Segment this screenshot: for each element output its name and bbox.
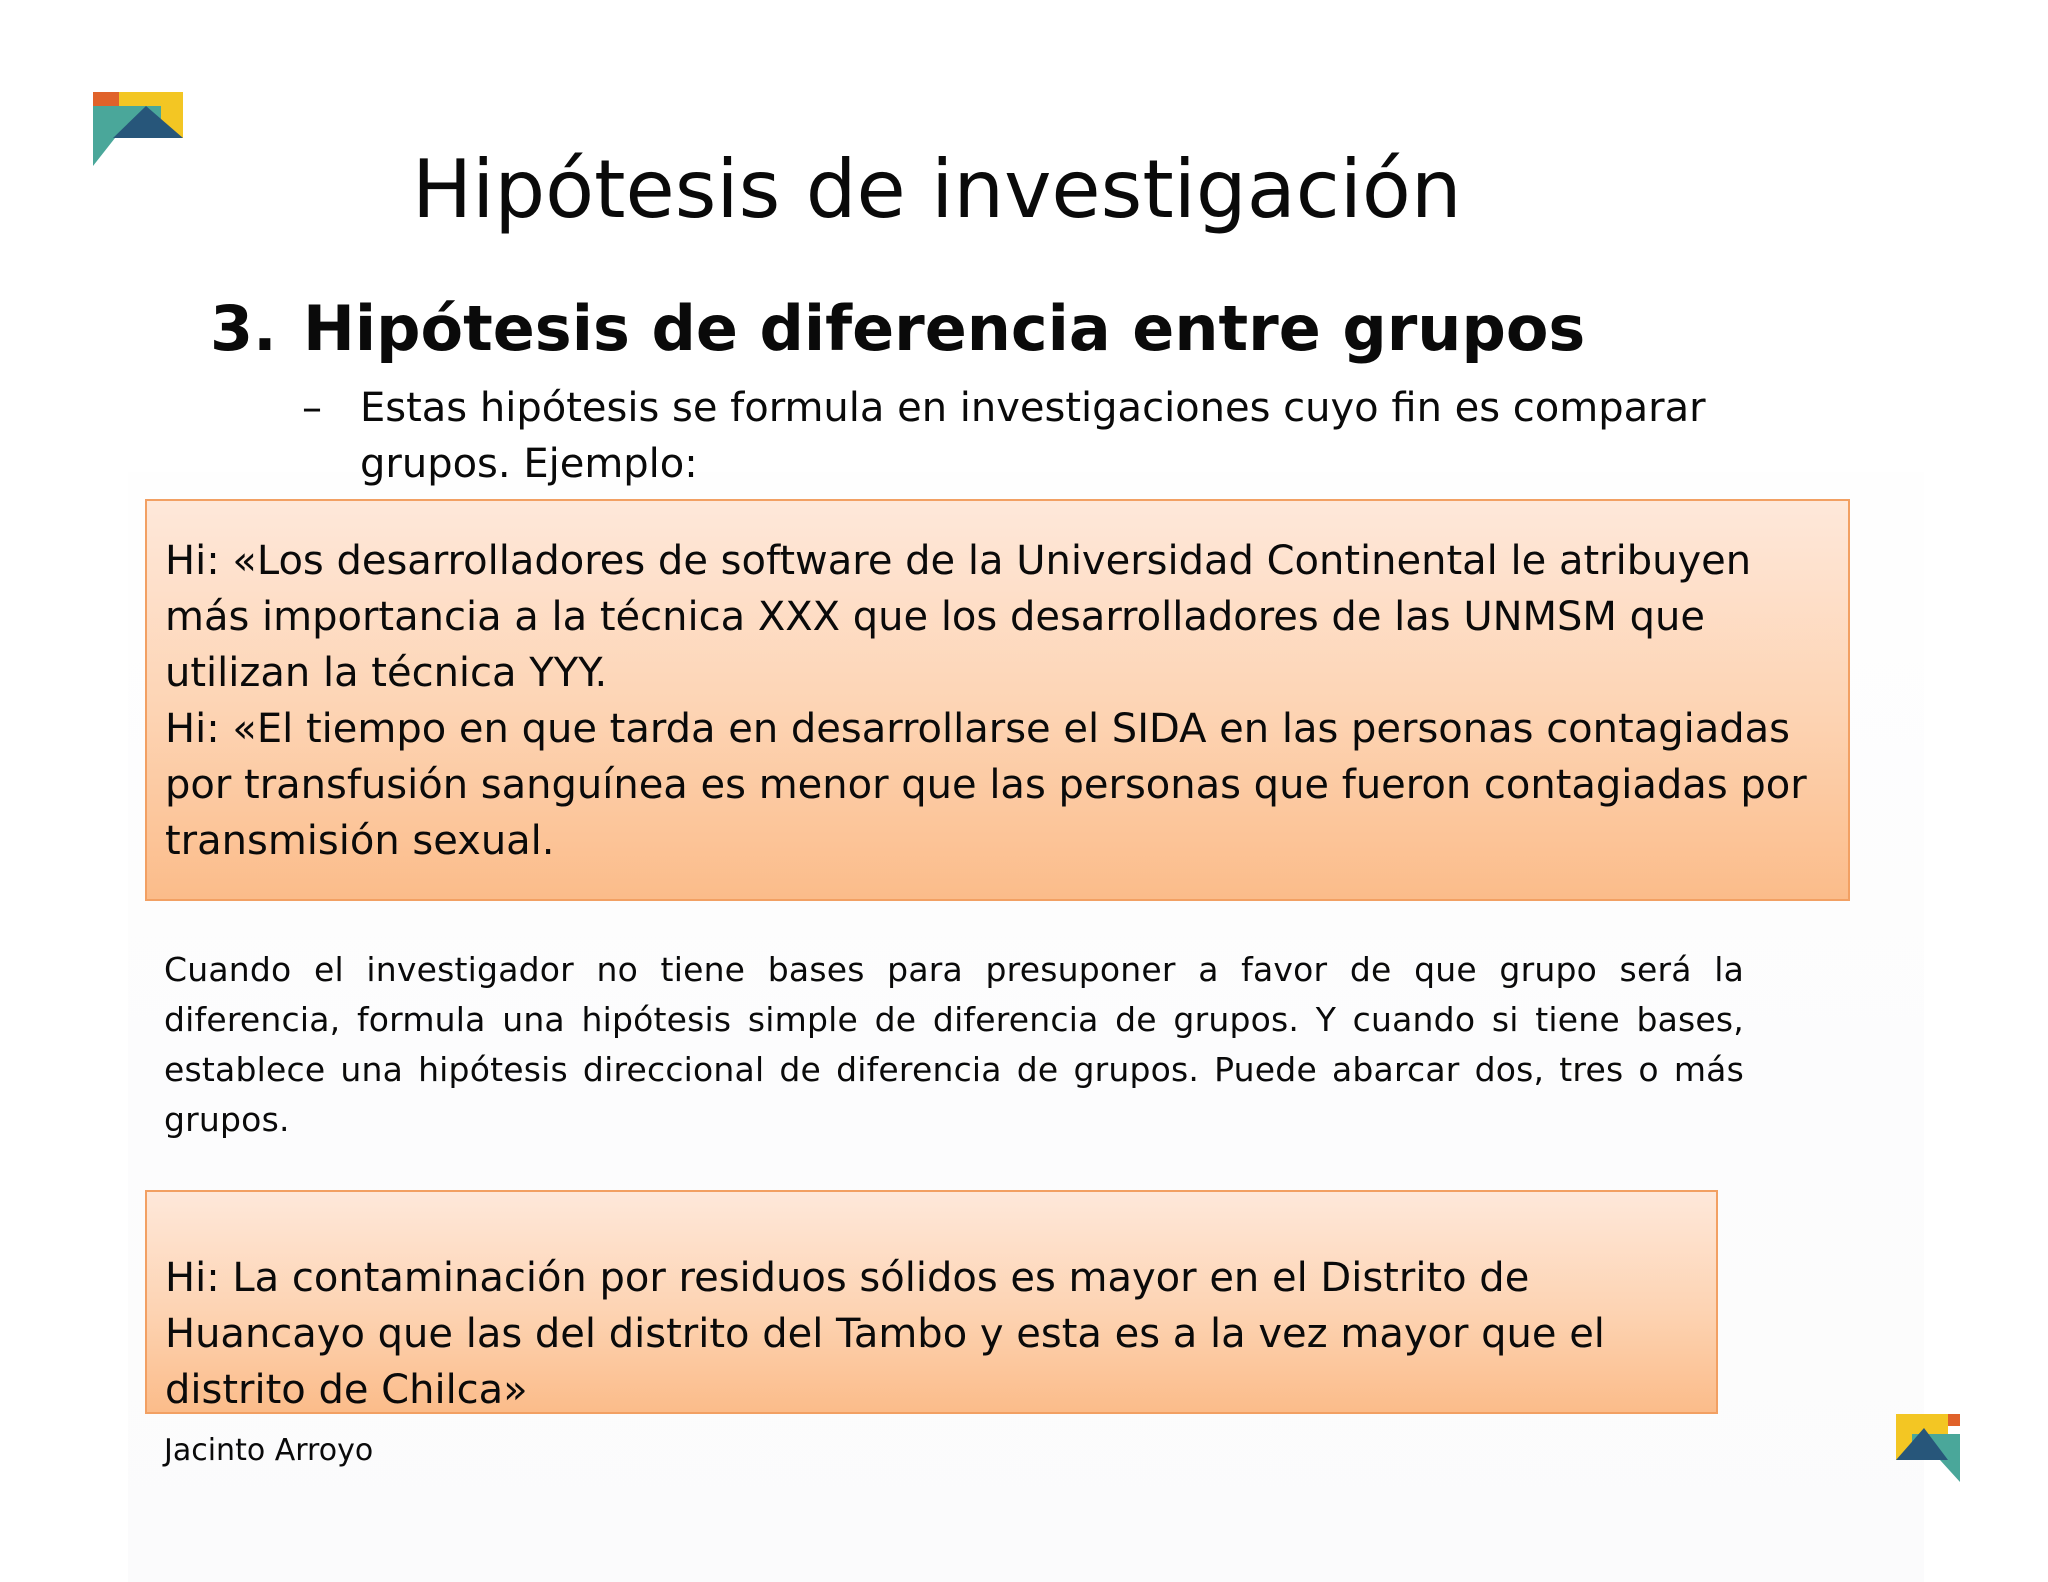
slide-title: Hipótesis de investigación [412,143,1462,236]
example-box-1-content [165,533,1835,869]
example-box-1 [145,499,1850,901]
heading-number: 3. [210,292,277,365]
brand-logo-icon [1896,1414,1960,1482]
heading-text: Hipótesis de diferencia entre grupos [303,292,1586,365]
bullet-text: Estas hipótesis se formula en investigaciones cuyo fin es comparar grupos. Ejemplo: [360,385,1706,487]
hypothesis-1: Hi: «Los desarrolladores de software de la Universidad Continental le atribuyen más importancia a la técnica XXX que los desarrolladores de las UNMSM que utilizan la técnica YYY. [165,538,1752,696]
explanation-paragraph: Cuando el investigador no tiene bases para presuponer a favor de que grupo será la diferencia, formula una hipótesis simple de diferencia de grupos. Y cuando si tiene bases, establece una hipótesis direccional de diferencia de grupos. Puede abarcar dos, tres o más grupos. [164,950,1744,1139]
example-box-2 [145,1190,1718,1414]
hypothesis-2: Hi: «El tiempo en que tarda en desarrollarse el SIDA en las personas contagiadas por transfusión sanguínea es menor que las personas que fueron contagiadas por transmisión sexual. [165,706,1807,864]
author-name: Jacinto Arroyo [164,1433,374,1468]
bullet-dash: – [302,385,322,431]
brand-logo-icon [93,92,183,166]
section-heading [210,290,1585,368]
hypothesis-3: Hi: La contaminación por residuos sólidos es mayor en el Distrito de Huancayo que las del distrito del Tambo y esta es a la vez mayor que el distrito de Chilca» [165,1255,1605,1413]
